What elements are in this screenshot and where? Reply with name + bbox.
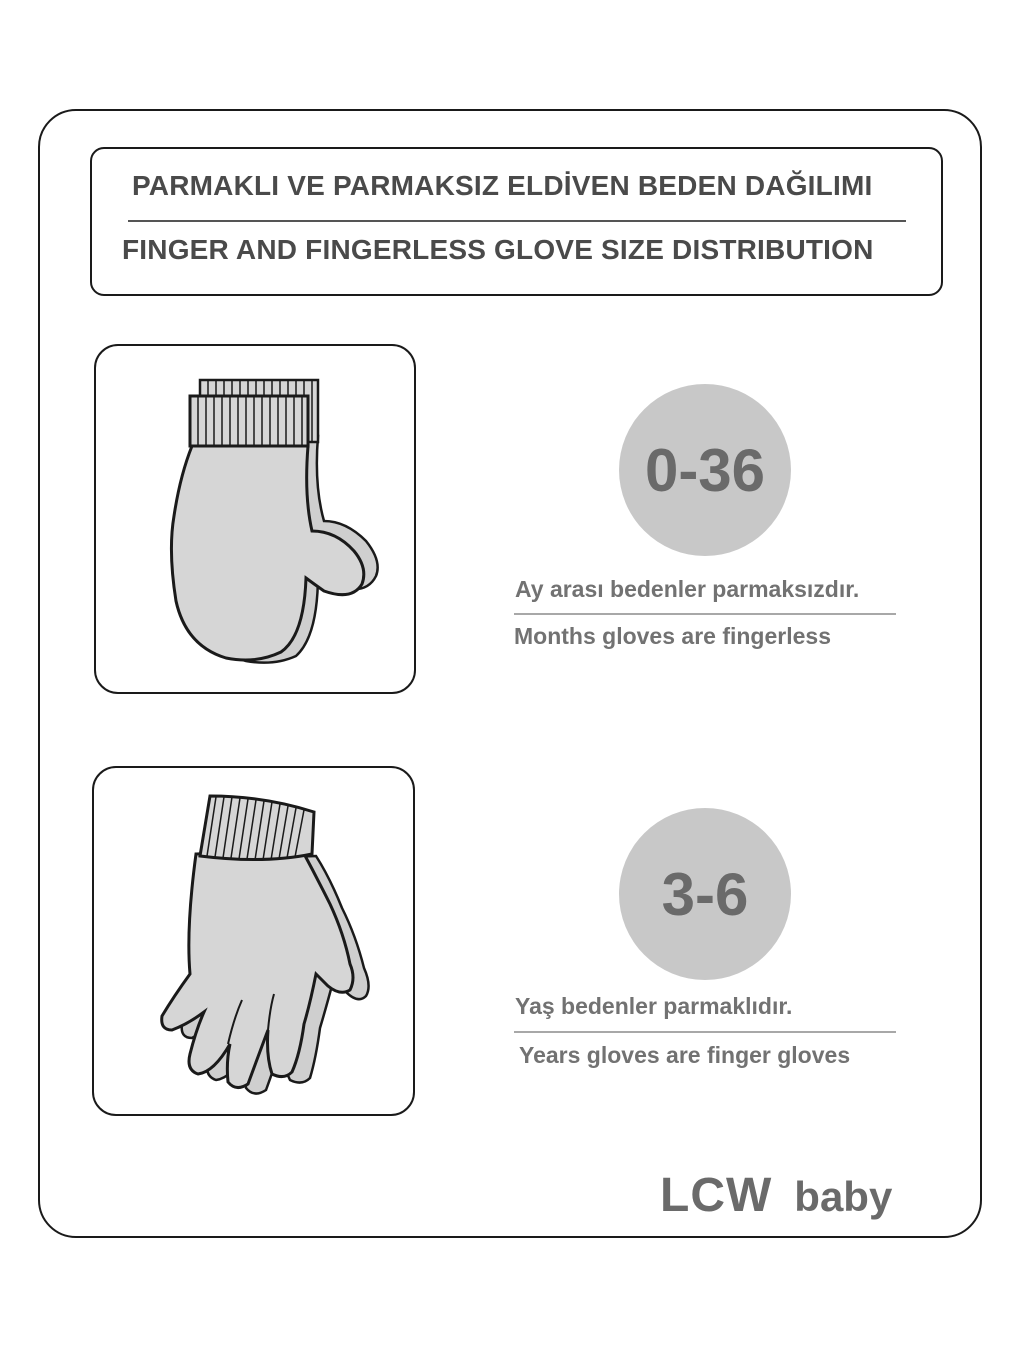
brand-name: LCW [660,1169,773,1222]
finger-glove-illustration-box [92,766,415,1116]
size-badge-months: 0-36 [619,384,791,556]
desc-months-tr: Ay arası bedenler parmaksızdır. [515,576,860,602]
desc-months-en: Months gloves are fingerless [514,623,831,649]
brand-sub: baby [794,1173,893,1220]
page-title-en: FINGER AND FINGERLESS GLOVE SIZE DISTRIBUTION [122,234,874,265]
finger-glove-icon [94,768,415,1116]
mitten-icon [96,346,416,694]
title-divider [128,220,906,222]
desc-years-en: Years gloves are finger gloves [519,1042,851,1068]
page-title-tr: PARMAKLI VE PARMAKSIZ ELDİVEN BEDEN DAĞILIMI [132,170,873,201]
desc-years-tr: Yaş bedenler parmaklıdır. [515,993,793,1019]
divider [514,613,896,615]
divider [514,1031,896,1033]
mitten-illustration-box [94,344,416,694]
size-badge-years: 3-6 [619,808,791,980]
brand-logo [660,1168,892,1228]
